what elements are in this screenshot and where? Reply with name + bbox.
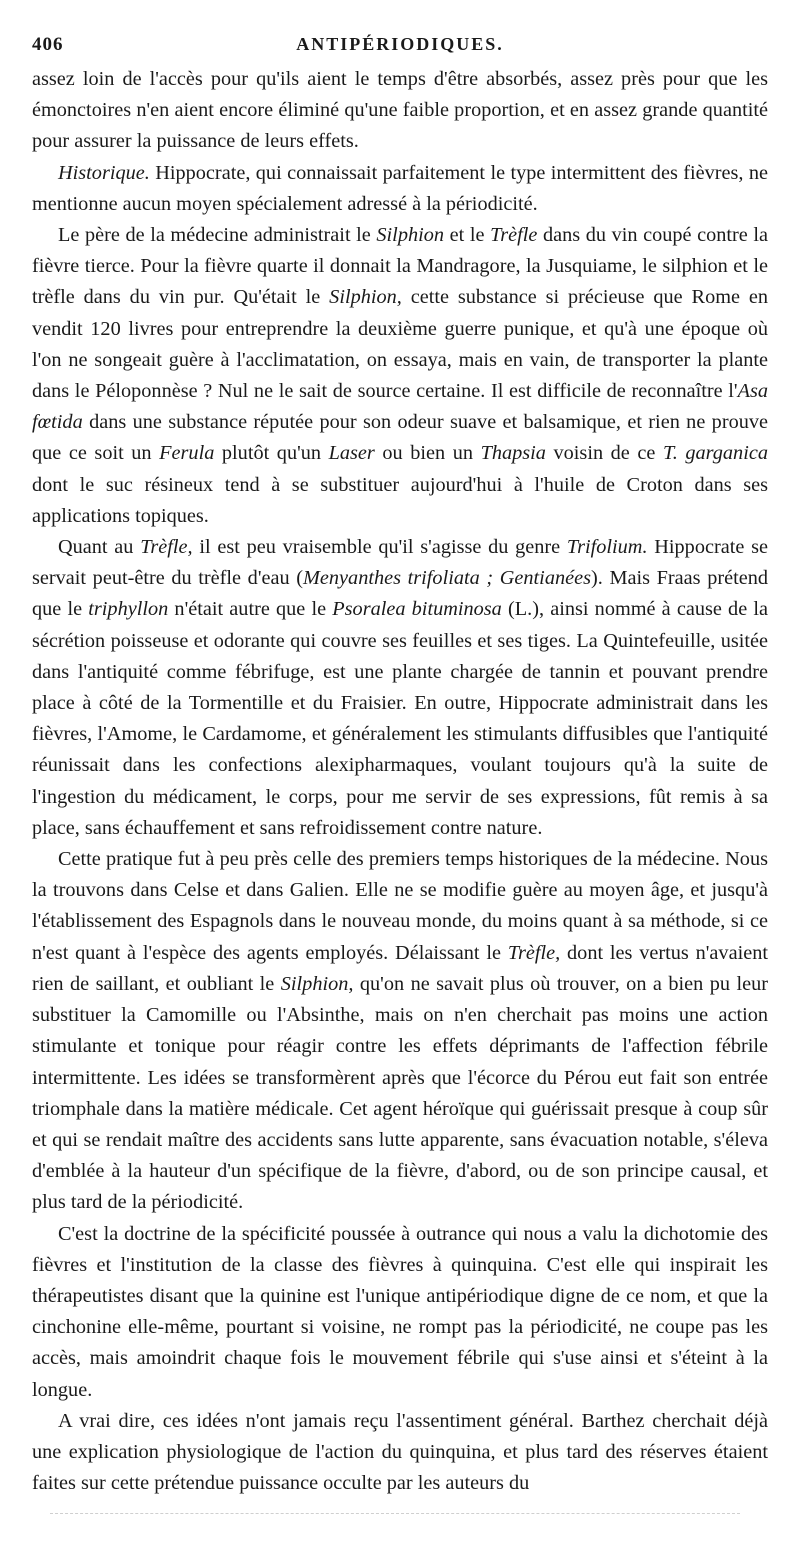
text-run: Hippocrate se servait peut-être du trèfle d'eau ( <box>32 536 768 590</box>
text-run: dont le suc résineux tend à se substituer aujourd'hui à l'huile de Croton dans ses applications topiques. <box>32 473 768 527</box>
italic-text: Thapsia <box>480 442 546 465</box>
text-run: dans du vin coupé contre la fièvre tierce. Pour la fièvre quarte il donnait la Mandragore, la Jusquiame, le silphion et le trèfle dans du vin pur. Qu'était le <box>32 224 769 309</box>
page-number: 406 <box>32 34 64 55</box>
text-run: A vrai dire, ces idées n'ont jamais reçu l'assentiment général. Barthez cherchait déjà une explication physiologique de l'action du quinquina, et plus tard des réserves étaient faites sur cette prétendue puissance occulte par les auteurs du <box>32 1409 768 1495</box>
italic-text: Ferula <box>159 442 215 465</box>
paragraph <box>32 844 768 1218</box>
text-run: Quant au <box>58 536 141 559</box>
italic-text: triphyllon <box>88 598 169 621</box>
text-run: il est peu vraisemble qu'il s'agisse du genre <box>192 536 567 559</box>
text-run: assez loin de l'accès pour qu'ils aient le temps d'être absorbés, assez près pour que les émonctoires n'en aient encore éliminé qu'une faible proportion, et en assez grande quantité pour assurer la puissance de leurs effets. <box>32 68 768 153</box>
text-run: ou bien un <box>374 442 481 465</box>
body-text <box>32 64 768 1499</box>
text-run: dont les vertus n'avaient rien de saillant, et oubliant le <box>32 941 768 995</box>
text-run: n'était autre que le <box>168 598 333 621</box>
italic-text: Silphion <box>376 224 445 247</box>
italic-text: Asa fœtida <box>32 380 768 434</box>
text-run: Cette pratique fut à peu près celle des premiers temps historiques de la médecine. Nous la trouvons dans Celse et dans Galien. Elle ne se modifie guère au moyen âge, et jusqu'à l'établissement des Espagnols dans le nouveau monde, du moins quant à sa méthode, si ce n'est quant à l'espèce des agents employés. Délaissant le <box>32 848 768 964</box>
paragraph <box>32 1219 768 1406</box>
italic-text: Menyanthes trifoliata ; Gentianées <box>303 567 591 590</box>
text-run: voisin de ce <box>545 442 663 465</box>
italic-text: T. garganica <box>662 442 768 465</box>
italic-text: Laser <box>328 442 375 465</box>
text-run: (L.), ainsi nommé à cause de la sécrétion poisseuse et odorante qui couvre ses feuilles et ses tiges. La Quintefeuille, usitée dans l'antiquité comme fébrifuge, est une plante chargée de tannin et pouvant prendre place à côté de la Tormentille et du Fraisier. En outre, Hippocrate administrait dans les fièvres, l'Amome, le Cardamome, et généralement les stimulants diffusibles que l'antiquité réunissait dans les confections alexipharmaques, voulant toujours qu'à la suite de l'ingestion du médicament, le corps, pour me servir de ses expressions, fût remis à sa place, sans échauffement et sans refroidissement contre nature. <box>32 598 769 839</box>
paragraph <box>32 220 768 532</box>
text-run: C'est la doctrine de la spécificité poussée à outrance qui nous a valu la dichotomie des fièvres et l'institution de la classe des fièvres à quinquina. C'est elle qui inspirait les thérapeutistes disant que la quinine est l'unique antipériodique digne de ce nom, et que la cinchonine elle-même, pourtant si voisine, ne rompt pas la périodicité, ne coupe pas les accès, mais amoindrit chaque fois le mouvement fébrile qui s'use ainsi et s'éteint à la longue. <box>32 1222 768 1401</box>
italic-text: Psoralea bituminosa <box>332 598 502 621</box>
text-run: Le père de la médecine administrait le <box>58 224 377 247</box>
running-title: ANTIPÉRIODIQUES. <box>296 34 504 54</box>
italic-text: Historique. <box>58 161 150 184</box>
footer-rule <box>50 1513 740 1514</box>
text-run: cette substance si précieuse que Rome en vendit 120 livres pour entreprendre la deuxième guerre punique, et qu'à une époque où l'on ne songeait guère à l'acclimatation, on essaya, mais en vain, de transporter la plante dans le Péloponnèse ? Nul ne le sait de source certaine. Il est difficile de reconnaître l' <box>32 286 768 403</box>
italic-text: Trèfle, <box>140 536 193 559</box>
text-run: plutôt qu'un <box>214 442 329 465</box>
paragraph <box>32 64 768 158</box>
italic-text: Trèfle, <box>507 941 561 964</box>
italic-text: Trèfle <box>490 224 538 247</box>
text-run: et le <box>444 224 491 247</box>
paragraph <box>32 1406 768 1500</box>
italic-text: Silphion, <box>280 972 354 995</box>
text-run: Hippocrate, qui connaissait parfaitement le type intermittent des fièvres, ne mentionne aucun moyen spécialement adressé à la périodicité. <box>32 161 768 215</box>
text-run: ). Mais Fraas prétend que le <box>32 567 769 621</box>
paragraph <box>32 158 768 220</box>
text-run: qu'on ne savait plus où trouver, on a bien pu leur substituer la Camomille ou l'Absinthe, mais on n'en cherchait pas moins une action stimulante et tonique pour réagir contre les effets déprimants de l'affection fébrile intermittente. Les idées se transformèrent après que l'écorce du Pérou eut fait son entrée triomphale dans la matière médicale. Cet agent héroïque qui guérissait presque à coup sûr et qui se rendait maître des accidents sans lutte apparente, sans évacuation notable, s'éleva d'emblée à la hauteur d'un spécifique de la fièvre, d'abord, ou de son principe causal, et plus tard de la périodicité. <box>32 972 768 1214</box>
italic-text: Silphion, <box>329 286 402 309</box>
paragraph <box>32 532 768 844</box>
text-run: dans une substance réputée pour son odeur suave et balsamique, et rien ne prouve que ce soit un <box>32 411 768 465</box>
italic-text: Trifolium. <box>566 536 648 559</box>
running-head <box>32 34 768 64</box>
